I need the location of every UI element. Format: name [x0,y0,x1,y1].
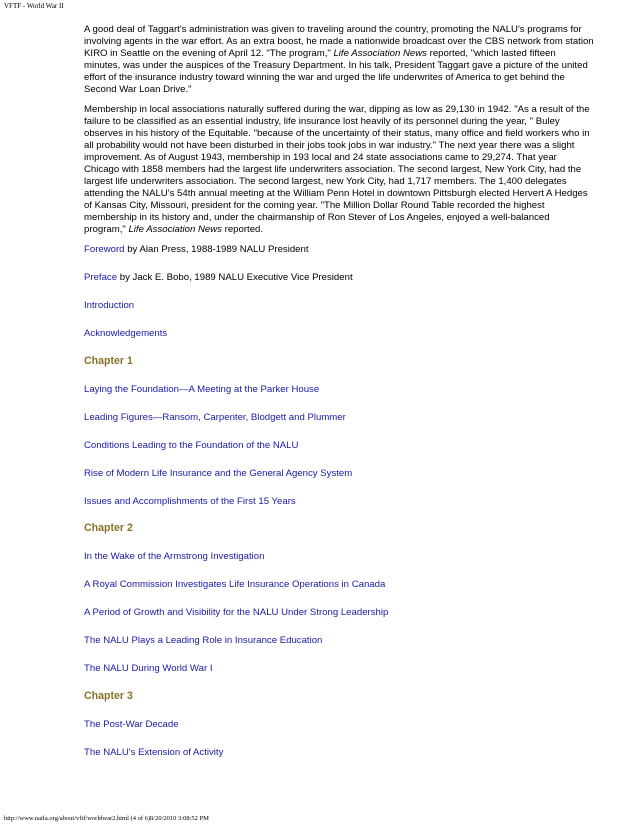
publication-title: Life Association News [333,47,427,59]
chapter-2-heading: Chapter 2 [84,522,133,535]
preface-byline: by Jack E. Bobo, 1989 NALU Executive Vice President [117,272,353,284]
acknowledgements-link[interactable]: Acknowledgements [84,328,168,340]
introduction-link[interactable]: Introduction [84,300,135,312]
paragraph-text: A good deal of Taggart's administration was given to traveling around the country, promoting the NALU's programs for involving agents in the war effort. As an extra boost, he made a nationwide broadcast over the CBS network from station KIRO in Seattle on the evening of April 12. "The program," [84,24,594,59]
foreword-byline: by Alan Press, 1988-1989 NALU President [124,244,309,256]
paragraph-text: reported. [221,223,264,235]
chapter-link[interactable]: The Post-War Decade [84,718,179,730]
foreword-link[interactable]: Foreword [84,244,125,256]
chapter-1-heading: Chapter 1 [84,355,133,368]
body-paragraph-2 [84,104,594,235]
chapter-link[interactable]: Issues and Accomplishments of the First 15 Years [84,495,296,507]
chapter-link[interactable]: The NALU During World War I [84,663,213,674]
chapter-link[interactable]: A Period of Growth and Visibility for the NALU Under Strong Leadership [84,607,389,619]
chapter-link[interactable]: A Royal Commission Investigates Life Insurance Operations in Canada [84,579,386,591]
page-footer-url: http://www.naifa.org/about/vftf/worldwar2.html (4 of 6)8/20/2010 3:08:52 PM [4,815,209,822]
chapter-3-heading: Chapter 3 [84,689,133,702]
body-paragraph-1 [84,24,594,95]
nav-foreword [84,244,594,256]
chapter-link[interactable]: Conditions Leading to the Foundation of the NALU [84,439,299,451]
chapter-link[interactable]: Leading Figures—Ransom, Carpenter, Blodgett and Plummer [84,411,346,423]
chapter-link[interactable]: In the Wake of the Armstrong Investigation [84,551,265,563]
page-content [84,24,594,775]
paragraph-text: reported, "which lasted fifteen minutes, was under the auspices of the Treasury Department. In his talk, President Taggart gave a picture of the united effort of the insurance industry toward winning the war and urged the life underwrites of America to get behind the Second War Loan Drive." [84,47,588,95]
chapter-link[interactable]: Rise of Modern Life Insurance and the General Agency System [84,467,353,479]
nav-preface [84,272,594,284]
page-header: VFTF - World War II [4,2,64,10]
chapter-link[interactable]: The NALU Plays a Leading Role in Insurance Education [84,635,323,647]
paragraph-text: Membership in local associations naturally suffered during the war, dipping as low as 29,130 in 1942. "As a result of the failure to be classified as an essential industry, life insurance lost heavily of its personnel during the year, " Buley observes in his history of the Equitable. "because of the uncertainty of their status, many office and field workers who in all probability would not have been disturbed in their jobs took jobs in war industry." The next year there was a slight improvement. As of August 1943, membership in 193 local and 24 state associations came to 29,274. That year Chicago with 1858 members had the largest life underwriters association. The second largest, New York City, had the largest life underwriters association. The second largest, new York City, had 1,717 members. The 1,400 delegates attending the NALU's 54th annual meeting at the William Penn Hotel in downtown Pittsburgh elected Hervert A Hedges of Kansas City, Missouri, president for the coming year. "The Million Dollar Round Table recorded the highest membership in its history and, under the chairmanship of Ron Stever of Los Angeles, enjoyed a well-balanced program," [84,104,590,235]
chapter-link[interactable]: The NALU's Extension of Activity [84,746,224,758]
chapter-link[interactable]: Laying the Foundation—A Meeting at the Parker House [84,383,320,395]
preface-link[interactable]: Preface [84,272,118,284]
publication-title: Life Association News [128,223,222,235]
